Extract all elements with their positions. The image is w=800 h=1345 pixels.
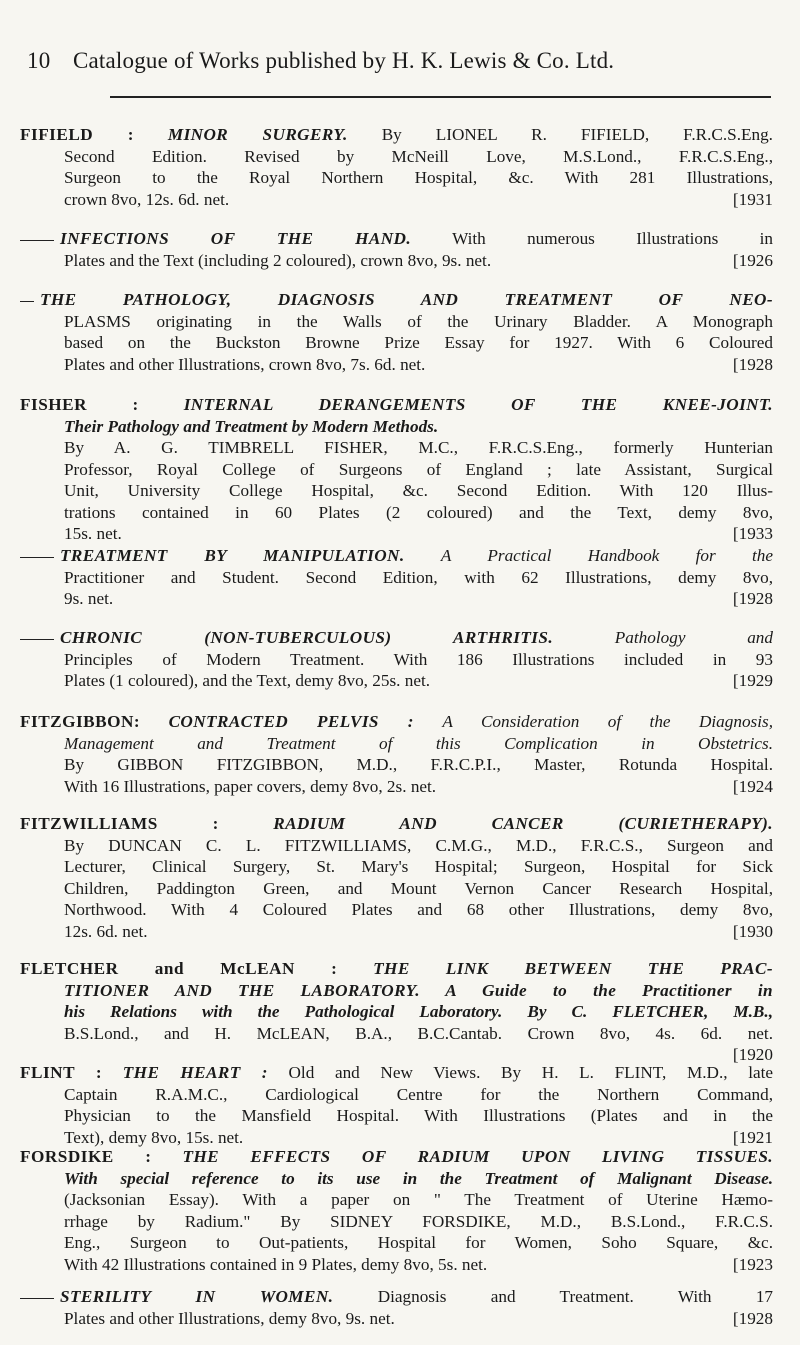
entry-line: rrhage by Radium." By SIDNEY FORSDIKE, M.D., B.S.Lond., F.R.C.S.	[64, 1211, 773, 1231]
entry-last-line	[64, 189, 773, 211]
entry-line: Unit, University College Hospital, &c. Second Edition. With 120 Illus-	[64, 481, 773, 500]
catalogue-entry	[20, 1062, 774, 1148]
entry-line	[64, 980, 773, 1002]
entry-title: THE HEART :	[122, 1063, 268, 1082]
ditto-dash	[20, 557, 54, 558]
entry-first-line	[20, 228, 773, 250]
entry-last-line	[64, 1127, 773, 1149]
entry-title-cont: TITIONER AND THE LABORATORY. A Guide to the Practitioner in	[64, 980, 773, 1000]
entry-text: Plates and other Illustrations, crown 8vo, 7s. 6d. net.	[64, 354, 426, 374]
entry-text: With 42 Illustrations contained in 9 Plates, demy 8vo, 5s. net.	[64, 1254, 488, 1274]
entry-author: FITZGIBBON:	[20, 712, 141, 731]
entry-text: Plates and other Illustrations, demy 8vo, 9s. net.	[64, 1308, 395, 1328]
entry-text: 9s. net.	[64, 589, 114, 608]
entry-line: Principles of Modern Treatment. With 186 Illustrations included in 93	[64, 649, 773, 669]
entry-line: based on the Buckston Browne Prize Essay for 1927. With 6 Coloured	[64, 333, 773, 352]
entry-year: [1929	[732, 671, 773, 690]
entry-author: FISHER :	[20, 395, 139, 414]
entry-line: By GIBBON FITZGIBBON, M.D., F.R.C.P.I., Master, Rotunda Hospital.	[64, 755, 773, 774]
catalogue-entry	[60, 1286, 774, 1329]
entry-title: INTERNAL DERANGEMENTS OF THE KNEE-JOINT.	[183, 395, 774, 414]
entry-year: [1928	[732, 589, 773, 608]
entry-line: With special reference to its use in the Treatment of Malignant Disease.	[64, 1168, 773, 1188]
ditto-dash	[20, 1298, 54, 1299]
catalogue-entry	[20, 394, 774, 545]
entry-line: Children, Paddington Green, and Mount Vernon Cancer Research Hospital,	[64, 878, 773, 898]
entry-text: Old and New Views. By H. L. FLINT, M.D., late	[288, 1063, 774, 1082]
entry-line: (Jacksonian Essay). With a paper on " The Treatment of Uterine Hæmo-	[64, 1190, 773, 1209]
entry-title: THE EFFECTS OF RADIUM UPON LIVING TISSUES.	[182, 1147, 773, 1166]
entry-line: Surgeon to the Royal Northern Hospital, &c. With 281 Illustrations,	[64, 168, 773, 187]
entry-author: FIFIELD :	[20, 125, 134, 144]
entry-year: [1926	[732, 250, 773, 270]
entry-author: FORSDIKE :	[20, 1147, 152, 1166]
page-header	[27, 48, 771, 74]
entry-title: TREATMENT BY MANIPULATION.	[60, 546, 405, 565]
catalogue-entry	[40, 289, 773, 375]
entry-year: [1928	[732, 1308, 773, 1328]
entry-first-line	[20, 627, 773, 649]
entry-line: Eng., Surgeon to Out-patients, Hospital for Women, Soho Square, &c.	[64, 1233, 773, 1252]
entry-year: [1924	[732, 776, 773, 796]
entry-first-line	[20, 958, 773, 980]
page-number: 10	[27, 48, 51, 73]
entry-title: INFECTIONS OF THE HAND.	[60, 229, 412, 248]
entry-year: [1933	[732, 524, 773, 543]
entry-first-line	[20, 1286, 773, 1308]
entry-last-line	[64, 921, 773, 943]
entry-text: Diagnosis and Treatment. With 17	[377, 1287, 774, 1306]
entry-line: his Relations with the Pathological Laboratory. By C. FLETCHER, M.B.,	[64, 1002, 773, 1021]
ditto-dash	[20, 240, 54, 241]
catalogue-entry	[60, 627, 773, 692]
entry-last-line	[64, 1254, 773, 1276]
entry-author: FLETCHER and McLEAN :	[20, 959, 338, 978]
entry-line: By DUNCAN C. L. FITZWILLIAMS, C.M.G., M.D., F.R.C.S., Surgeon and	[64, 835, 773, 855]
entry-title: CONTRACTED PELVIS :	[168, 712, 414, 731]
entry-text: With 16 Illustrations, paper covers, demy 8vo, 2s. net.	[64, 776, 437, 796]
entry-first-line	[20, 813, 773, 835]
entry-line: Their Pathology and Treatment by Modern Methods.	[64, 416, 439, 436]
entry-subtitle: A Practical Handbook for the	[440, 546, 773, 565]
ditto-dash	[20, 301, 34, 302]
entry-title: CHRONIC (NON-TUBERCULOUS) ARTHRITIS.	[60, 628, 554, 647]
entry-line: Northwood. With 4 Coloured Plates and 68 other Illustrations, demy 8vo,	[64, 900, 773, 919]
entry-last-line	[64, 670, 773, 692]
entry-subtitle: Pathology and	[614, 628, 773, 647]
entry-first-line	[20, 711, 773, 733]
entry-subtitle: A Consideration of the Diagnosis,	[442, 712, 774, 731]
entry-title: RADIUM AND CANCER (CURIETHERAPY).	[273, 814, 773, 833]
entry-line: By A. G. TIMBRELL FISHER, M.C., F.R.C.S.Eng., formerly Hunterian	[64, 438, 773, 457]
entry-author: FITZWILLIAMS :	[20, 814, 219, 833]
entry-title: THE PATHOLOGY, DIAGNOSIS AND TREATMENT OF NEO-	[40, 290, 773, 309]
entry-line: Lecturer, Clinical Surgery, St. Mary's Hospital; Surgeon, Hospital for Sick	[64, 857, 773, 876]
entry-author: FLINT :	[20, 1063, 103, 1082]
entry-text: By LIONEL R. FIFIELD, F.R.C.S.Eng.	[381, 125, 773, 144]
entry-year: [1923	[732, 1254, 773, 1274]
catalogue-entry	[60, 545, 773, 610]
entry-line: Physician to the Mansfield Hospital. With Illustrations (Plates and in the	[64, 1106, 773, 1125]
entry-last-line	[64, 250, 773, 272]
entry-text: Plates (1 coloured), and the Text, demy 8vo, 25s. net.	[64, 671, 431, 690]
entry-title: STERILITY IN WOMEN.	[60, 1287, 334, 1306]
entry-year: [1931	[732, 189, 773, 209]
entry-last-line	[64, 588, 773, 610]
entry-line: Practitioner and Student. Second Edition, with 62 Illustrations, demy 8vo,	[64, 567, 773, 587]
ditto-dash	[20, 639, 54, 640]
entry-line: Professor, Royal College of Surgeons of England ; late Assistant, Surgical	[64, 459, 773, 479]
catalogue-entry	[60, 228, 773, 271]
catalogue-entry	[20, 813, 773, 942]
entry-last-line	[64, 1308, 773, 1330]
entry-text: 12s. 6d. net.	[64, 921, 148, 941]
entry-first-line	[20, 289, 773, 311]
entry-line: Captain R.A.M.C., Cardiological Centre for the Northern Command,	[64, 1084, 773, 1104]
entry-year: [1930	[732, 921, 773, 941]
entry-first-line	[20, 394, 773, 416]
entry-year: [1928	[732, 354, 773, 374]
entry-text: 15s. net.	[64, 524, 122, 543]
entry-first-line	[20, 1062, 773, 1084]
entry-line: Management and Treatment of this Complication in Obstetrics.	[64, 733, 773, 753]
entry-text: With numerous Illustrations in	[452, 229, 773, 248]
entry-year: [1920	[732, 1045, 773, 1064]
entry-text: crown 8vo, 12s. 6d. net.	[64, 189, 230, 209]
entry-line: B.S.Lond., and H. McLEAN, B.A., B.C.Cantab. Crown 8vo, 4s. 6d. net.	[64, 1023, 773, 1043]
catalogue-entry	[20, 124, 773, 210]
page-title: Catalogue of Works published by H. K. Lewis & Co. Ltd.	[72, 48, 615, 73]
catalogue-entry	[20, 958, 774, 1066]
entry-title: MINOR SURGERY.	[167, 125, 348, 144]
entry-last-line	[64, 354, 773, 376]
entry-first-line	[20, 545, 773, 567]
entry-title: THE LINK BETWEEN THE PRAC-	[373, 959, 774, 978]
entry-line: Second Edition. Revised by McNeill Love, M.S.Lond., F.R.C.S.Eng.,	[64, 146, 773, 166]
entry-line: PLASMS originating in the Walls of the Urinary Bladder. A Monograph	[64, 311, 773, 331]
header-rule	[110, 96, 771, 98]
entry-last-line	[64, 523, 773, 545]
entry-year: [1921	[732, 1127, 773, 1147]
entry-text: Plates and the Text (including 2 coloured), crown 8vo, 9s. net.	[64, 250, 492, 270]
entry-first-line	[20, 124, 773, 146]
entry-text: Text), demy 8vo, 15s. net.	[64, 1127, 244, 1147]
entry-line: trations contained in 60 Plates (2 coloured) and the Text, demy 8vo,	[64, 502, 773, 522]
catalogue-entry	[20, 711, 774, 797]
entry-first-line	[20, 1146, 773, 1168]
catalogue-entry	[20, 1146, 773, 1275]
entry-last-line	[64, 776, 773, 798]
